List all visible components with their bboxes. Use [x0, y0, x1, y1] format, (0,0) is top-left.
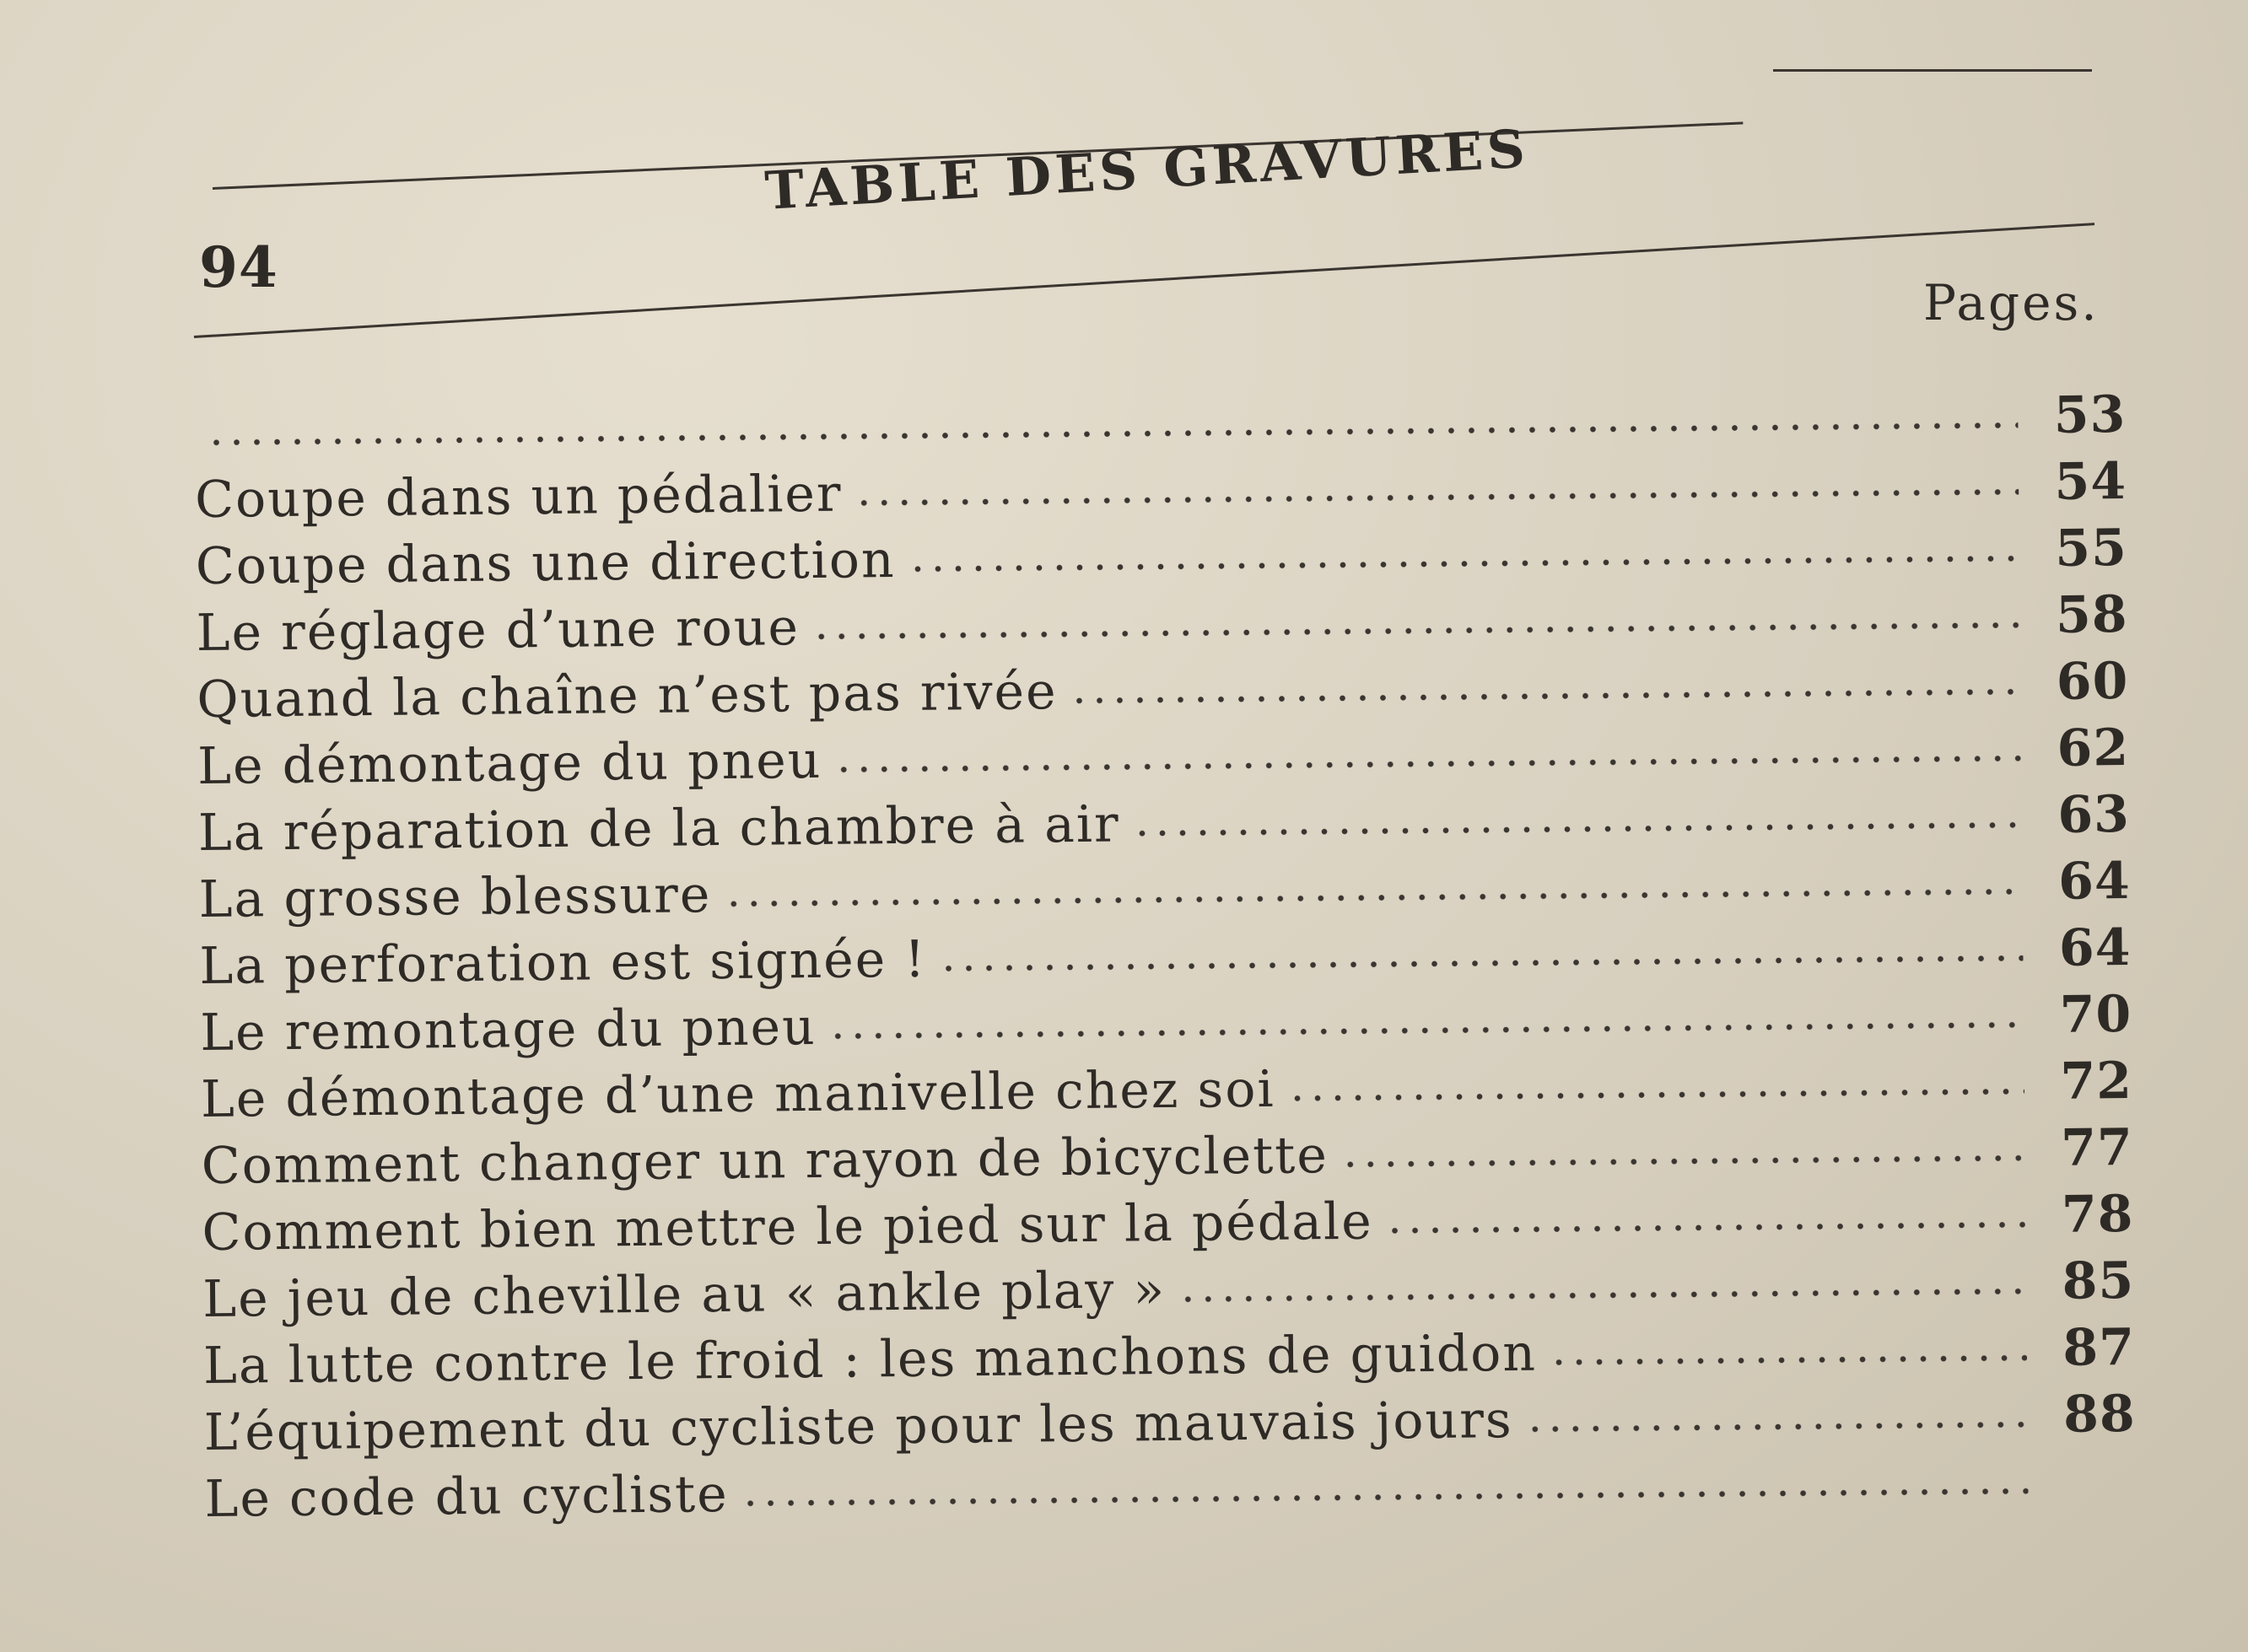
entry-title: Le remontage du pneu [199, 997, 817, 1063]
entry-page: 62 [2057, 718, 2130, 778]
dot-leader [206, 417, 2018, 451]
dot-leader [1385, 1216, 2026, 1239]
page-number: 94 [199, 234, 278, 300]
dot-leader [854, 483, 2019, 511]
entry-page: 54 [2054, 452, 2127, 512]
entry-page: 85 [2062, 1251, 2135, 1311]
entry-page: 64 [2057, 851, 2131, 912]
entry-page: 60 [2056, 652, 2129, 712]
table-of-engravings [194, 378, 2137, 1529]
entry-page: 77 [2060, 1117, 2133, 1178]
dot-leader [1340, 1149, 2025, 1173]
dot-leader [811, 616, 2020, 645]
dot-leader [1178, 1283, 2026, 1308]
entry-page [2044, 1510, 2137, 1511]
dot-leader [1070, 683, 2021, 709]
dot-leader [1132, 816, 2022, 842]
dot-leader [938, 950, 2023, 977]
entry-page: 63 [2057, 784, 2131, 845]
entry-page: 58 [2055, 585, 2128, 645]
dot-leader [1549, 1349, 2027, 1370]
entry-title: Le réglage d’une roue [196, 598, 801, 663]
entry-page: 88 [2062, 1384, 2137, 1445]
dot-leader [1287, 1083, 2025, 1106]
entry-title: La perforation est signée ! [199, 929, 927, 996]
dot-leader [833, 750, 2021, 778]
entry-page: 87 [2062, 1317, 2136, 1378]
entry-title: Coupe dans une direction [195, 530, 896, 596]
entry-title: Le démontage du pneu [197, 730, 822, 796]
dot-leader [828, 1016, 2024, 1045]
entry-title: Le jeu de cheville au « ankle play » [202, 1260, 1167, 1329]
dot-leader [723, 883, 2023, 912]
entry-title: La grosse blessure [198, 865, 712, 929]
entry-title: La lutte contre le froid : les manchons de guidon [202, 1323, 1538, 1396]
entry-title: Comment bien mettre le pied sur la pédale [202, 1192, 1374, 1262]
header-top-rule-short [1773, 69, 2092, 72]
entry-title: Le code du cycliste [204, 1464, 730, 1529]
entry-page: 55 [2055, 519, 2128, 578]
entry-page: 78 [2061, 1184, 2134, 1245]
entry-title: L’équipement du cycliste pour les mauvais jours [203, 1391, 1513, 1462]
running-title: TABLE DES GRAVURES [763, 117, 1531, 222]
entry-title: Le démontage d’une manivelle chez soi [200, 1059, 1275, 1129]
entry-title: La réparation de la chambre à air [197, 794, 1121, 863]
dot-leader [908, 550, 2019, 578]
entry-title: Coupe dans un pédalier [194, 464, 843, 530]
entry-title: Comment changer un rayon de bicyclette [201, 1126, 1329, 1196]
entry-page: 70 [2059, 984, 2132, 1045]
dot-leader [741, 1482, 2029, 1512]
header-bottom-rule [194, 223, 2094, 338]
entry-page: 53 [2053, 385, 2127, 445]
entry-title: Quand la chaîne n’est pas rivée [197, 662, 1058, 729]
entry-page: 72 [2060, 1051, 2133, 1111]
dot-leader [1525, 1416, 2028, 1438]
entry-page: 64 [2058, 917, 2132, 978]
pages-column-label: Pages. [1923, 274, 2100, 331]
